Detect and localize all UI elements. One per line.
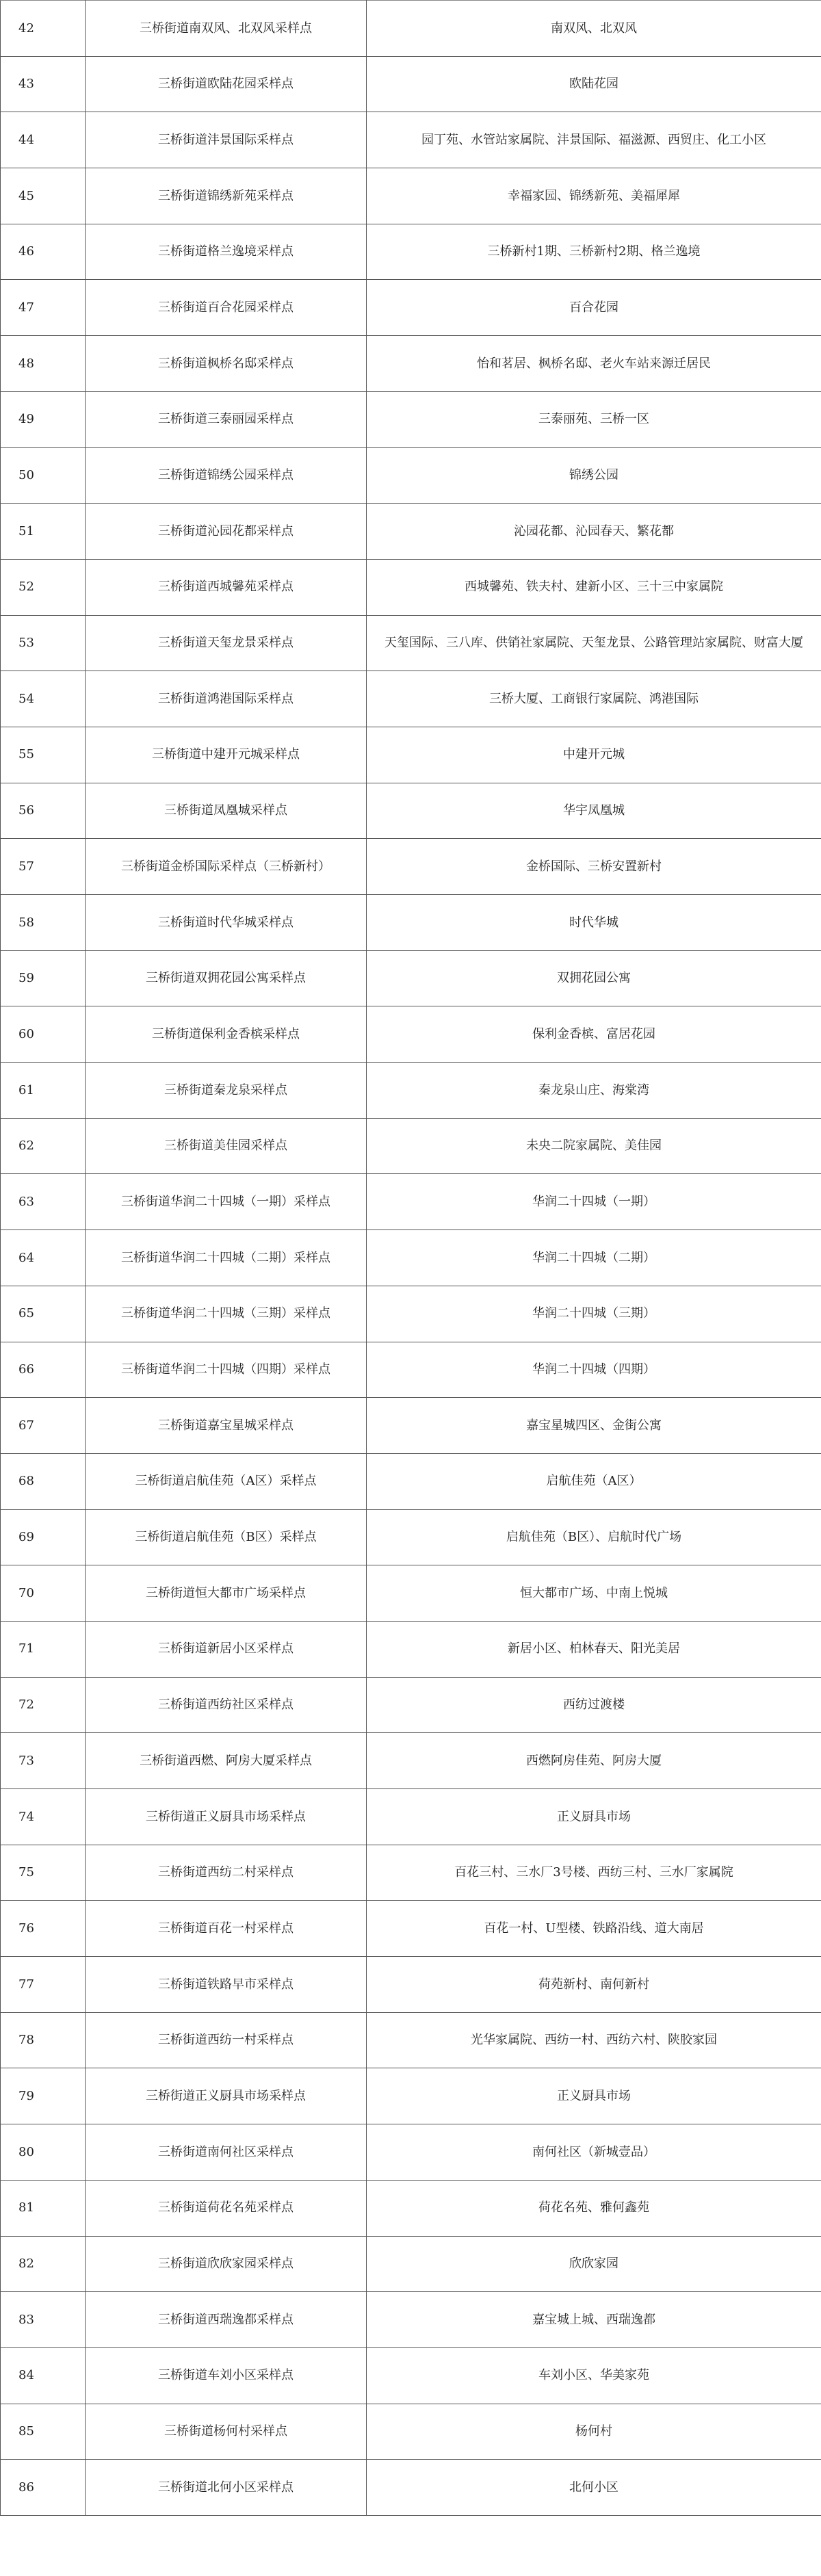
covered-communities: 秦龙泉山庄、海棠湾 — [367, 1063, 821, 1119]
sampling-point-name: 三桥街道南何社区采样点 — [86, 2124, 367, 2181]
covered-communities: 时代华城 — [367, 895, 821, 951]
row-number: 59 — [1, 950, 86, 1006]
table-row — [1, 1453, 821, 1509]
covered-communities: 欣欣家园 — [367, 2236, 821, 2292]
covered-communities: 保利金香槟、富居花园 — [367, 1006, 821, 1063]
row-number: 46 — [1, 224, 86, 280]
sampling-point-name: 三桥街道欣欣家园采样点 — [86, 2236, 367, 2292]
sampling-point-name: 三桥街道百合花园采样点 — [86, 280, 367, 336]
sampling-point-name: 三桥街道华润二十四城（一期）采样点 — [86, 1174, 367, 1230]
table-row — [1, 1286, 821, 1342]
row-number: 44 — [1, 112, 86, 168]
row-number: 75 — [1, 1845, 86, 1901]
table-row — [1, 280, 821, 336]
sampling-point-name: 三桥街道百花一村采样点 — [86, 1901, 367, 1957]
sampling-point-name: 三桥街道西瑞逸都采样点 — [86, 2292, 367, 2348]
sampling-point-name: 三桥街道西纺二村采样点 — [86, 1845, 367, 1901]
table-row — [1, 1006, 821, 1063]
table-row — [1, 2404, 821, 2460]
table-row — [1, 1957, 821, 2013]
row-number: 82 — [1, 2236, 86, 2292]
row-number: 66 — [1, 1342, 86, 1398]
covered-communities: 华润二十四城（四期） — [367, 1342, 821, 1398]
row-number: 58 — [1, 895, 86, 951]
sampling-point-name: 三桥街道锦绣新苑采样点 — [86, 168, 367, 224]
row-number: 72 — [1, 1677, 86, 1733]
sampling-point-name: 三桥街道车刘小区采样点 — [86, 2347, 367, 2404]
row-number: 73 — [1, 1733, 86, 1789]
table-row — [1, 224, 821, 280]
sampling-point-name: 三桥街道华润二十四城（四期）采样点 — [86, 1342, 367, 1398]
covered-communities: 未央二院家属院、美佳园 — [367, 1118, 821, 1174]
covered-communities: 新居小区、柏林春天、阳光美居 — [367, 1621, 821, 1677]
table-row — [1, 1733, 821, 1789]
row-number: 65 — [1, 1286, 86, 1342]
sampling-point-name: 三桥街道正义厨具市场采样点 — [86, 2068, 367, 2124]
sampling-point-name: 三桥街道鸿港国际采样点 — [86, 671, 367, 727]
table-row — [1, 1901, 821, 1957]
covered-communities: 园丁苑、水管站家属院、沣景国际、福滋源、西贸庄、化工小区 — [367, 112, 821, 168]
sampling-point-name: 三桥街道恒大都市广场采样点 — [86, 1565, 367, 1622]
covered-communities: 百花三村、三水厂3号楼、西纺三村、三水厂家属院 — [367, 1845, 821, 1901]
row-number: 47 — [1, 280, 86, 336]
table-row — [1, 1677, 821, 1733]
sampling-point-name: 三桥街道西纺社区采样点 — [86, 1677, 367, 1733]
covered-communities: 杨何村 — [367, 2404, 821, 2460]
covered-communities: 北何小区 — [367, 2460, 821, 2516]
row-number: 61 — [1, 1063, 86, 1119]
row-number: 50 — [1, 447, 86, 504]
sampling-point-name: 三桥街道天玺龙景采样点 — [86, 615, 367, 671]
table-row — [1, 783, 821, 839]
table-row — [1, 895, 821, 951]
table-body — [1, 1, 821, 2516]
sampling-point-name: 三桥街道荷花名苑采样点 — [86, 2180, 367, 2236]
row-number: 56 — [1, 783, 86, 839]
table-row — [1, 447, 821, 504]
covered-communities: 天玺国际、三八库、供销社家属院、天玺龙景、公路管理站家属院、财富大厦 — [367, 615, 821, 671]
covered-communities: 三桥大厦、工商银行家属院、鸿港国际 — [367, 671, 821, 727]
sampling-point-name: 三桥街道铁路早市采样点 — [86, 1957, 367, 2013]
table-row — [1, 2460, 821, 2516]
covered-communities: 车刘小区、华美家苑 — [367, 2347, 821, 2404]
sampling-point-name: 三桥街道启航佳苑（B区）采样点 — [86, 1509, 367, 1565]
row-number: 51 — [1, 504, 86, 560]
row-number: 74 — [1, 1789, 86, 1845]
table-row — [1, 1230, 821, 1286]
table-row — [1, 56, 821, 112]
sampling-point-name: 三桥街道华润二十四城（三期）采样点 — [86, 1286, 367, 1342]
sampling-point-name: 三桥街道三泰丽园采样点 — [86, 391, 367, 447]
row-number: 53 — [1, 615, 86, 671]
table-row — [1, 1398, 821, 1454]
sampling-point-name: 三桥街道沣景国际采样点 — [86, 112, 367, 168]
covered-communities: 启航佳苑（A区） — [367, 1453, 821, 1509]
table-row — [1, 1845, 821, 1901]
row-number: 64 — [1, 1230, 86, 1286]
sampling-point-name: 三桥街道西纺一村采样点 — [86, 2012, 367, 2068]
row-number: 54 — [1, 671, 86, 727]
table-row — [1, 2012, 821, 2068]
covered-communities: 光华家属院、西纺一村、西纺六村、陕胶家园 — [367, 2012, 821, 2068]
sampling-point-name: 三桥街道启航佳苑（A区）采样点 — [86, 1453, 367, 1509]
table-row — [1, 2124, 821, 2181]
covered-communities: 百花一村、U型楼、铁路沿线、道大南居 — [367, 1901, 821, 1957]
row-number: 86 — [1, 2460, 86, 2516]
row-number: 52 — [1, 559, 86, 615]
table-row — [1, 2347, 821, 2404]
covered-communities: 恒大都市广场、中南上悦城 — [367, 1565, 821, 1622]
covered-communities: 三泰丽苑、三桥一区 — [367, 391, 821, 447]
table-row — [1, 1, 821, 57]
covered-communities: 华润二十四城（一期） — [367, 1174, 821, 1230]
sampling-point-name: 三桥街道锦绣公园采样点 — [86, 447, 367, 504]
covered-communities: 华润二十四城（三期） — [367, 1286, 821, 1342]
row-number: 45 — [1, 168, 86, 224]
row-number: 43 — [1, 56, 86, 112]
sampling-point-name: 三桥街道北何小区采样点 — [86, 2460, 367, 2516]
row-number: 71 — [1, 1621, 86, 1677]
covered-communities: 南何社区（新城壹品） — [367, 2124, 821, 2181]
table-row — [1, 950, 821, 1006]
table-row — [1, 2292, 821, 2348]
sampling-point-name: 三桥街道西城馨苑采样点 — [86, 559, 367, 615]
sampling-point-name: 三桥街道西燃、阿房大厦采样点 — [86, 1733, 367, 1789]
covered-communities: 嘉宝城上城、西瑞逸都 — [367, 2292, 821, 2348]
covered-communities: 荷花名苑、雅何鑫苑 — [367, 2180, 821, 2236]
row-number: 83 — [1, 2292, 86, 2348]
covered-communities: 双拥花园公寓 — [367, 950, 821, 1006]
covered-communities: 西城馨苑、铁夫村、建新小区、三十三中家属院 — [367, 559, 821, 615]
sampling-point-name: 三桥街道美佳园采样点 — [86, 1118, 367, 1174]
table-row — [1, 1174, 821, 1230]
table-row — [1, 1509, 821, 1565]
covered-communities: 幸福家园、锦绣新苑、美福犀犀 — [367, 168, 821, 224]
row-number: 68 — [1, 1453, 86, 1509]
sampling-point-name: 三桥街道格兰逸境采样点 — [86, 224, 367, 280]
sampling-point-name: 三桥街道枫桥名邸采样点 — [86, 336, 367, 392]
table-row — [1, 671, 821, 727]
row-number: 55 — [1, 727, 86, 783]
row-number: 79 — [1, 2068, 86, 2124]
row-number: 76 — [1, 1901, 86, 1957]
table-row — [1, 839, 821, 895]
covered-communities: 华宇凤凰城 — [367, 783, 821, 839]
row-number: 80 — [1, 2124, 86, 2181]
covered-communities: 荷苑新村、南何新村 — [367, 1957, 821, 2013]
sampling-point-name: 三桥街道秦龙泉采样点 — [86, 1063, 367, 1119]
table-row — [1, 2068, 821, 2124]
sampling-point-name: 三桥街道凤凰城采样点 — [86, 783, 367, 839]
row-number: 85 — [1, 2404, 86, 2460]
covered-communities: 西燃阿房佳苑、阿房大厦 — [367, 1733, 821, 1789]
covered-communities: 怡和茗居、枫桥名邸、老火车站来源迁居民 — [367, 336, 821, 392]
sampling-point-name: 三桥街道保利金香槟采样点 — [86, 1006, 367, 1063]
row-number: 42 — [1, 1, 86, 57]
row-number: 70 — [1, 1565, 86, 1622]
covered-communities: 沁园花都、沁园春天、繁花都 — [367, 504, 821, 560]
covered-communities: 南双风、北双风 — [367, 1, 821, 57]
covered-communities: 华润二十四城（二期） — [367, 1230, 821, 1286]
table-row — [1, 504, 821, 560]
table-row — [1, 1621, 821, 1677]
sampling-point-name: 三桥街道时代华城采样点 — [86, 895, 367, 951]
covered-communities: 嘉宝星城四区、金街公寓 — [367, 1398, 821, 1454]
covered-communities: 百合花园 — [367, 280, 821, 336]
covered-communities: 金桥国际、三桥安置新村 — [367, 839, 821, 895]
sampling-point-name: 三桥街道正义厨具市场采样点 — [86, 1789, 367, 1845]
table-row — [1, 1789, 821, 1845]
table-row — [1, 1342, 821, 1398]
covered-communities: 中建开元城 — [367, 727, 821, 783]
table-row — [1, 1063, 821, 1119]
sampling-point-name: 三桥街道南双风、北双风采样点 — [86, 1, 367, 57]
row-number: 81 — [1, 2180, 86, 2236]
sampling-point-name: 三桥街道新居小区采样点 — [86, 1621, 367, 1677]
sampling-point-name: 三桥街道沁园花都采样点 — [86, 504, 367, 560]
covered-communities: 正义厨具市场 — [367, 1789, 821, 1845]
table-row — [1, 615, 821, 671]
sampling-point-name: 三桥街道杨何村采样点 — [86, 2404, 367, 2460]
sampling-point-name: 三桥街道金桥国际采样点（三桥新村） — [86, 839, 367, 895]
row-number: 78 — [1, 2012, 86, 2068]
row-number: 63 — [1, 1174, 86, 1230]
covered-communities: 西纺过渡楼 — [367, 1677, 821, 1733]
row-number: 62 — [1, 1118, 86, 1174]
row-number: 49 — [1, 391, 86, 447]
table-row — [1, 391, 821, 447]
table-row — [1, 559, 821, 615]
sampling-point-name: 三桥街道华润二十四城（二期）采样点 — [86, 1230, 367, 1286]
covered-communities: 锦绣公园 — [367, 447, 821, 504]
table-row — [1, 336, 821, 392]
table-row — [1, 112, 821, 168]
sampling-point-name: 三桥街道嘉宝星城采样点 — [86, 1398, 367, 1454]
row-number: 69 — [1, 1509, 86, 1565]
row-number: 67 — [1, 1398, 86, 1454]
row-number: 48 — [1, 336, 86, 392]
table-row — [1, 1118, 821, 1174]
table-row — [1, 727, 821, 783]
table-row — [1, 2236, 821, 2292]
covered-communities: 欧陆花园 — [367, 56, 821, 112]
table-row — [1, 2180, 821, 2236]
covered-communities: 三桥新村1期、三桥新村2期、格兰逸境 — [367, 224, 821, 280]
table-row — [1, 168, 821, 224]
row-number: 84 — [1, 2347, 86, 2404]
row-number: 77 — [1, 1957, 86, 2013]
sampling-point-name: 三桥街道中建开元城采样点 — [86, 727, 367, 783]
sampling-point-name: 三桥街道双拥花园公寓采样点 — [86, 950, 367, 1006]
covered-communities: 正义厨具市场 — [367, 2068, 821, 2124]
table-row — [1, 1565, 821, 1622]
covered-communities: 启航佳苑（B区）、启航时代广场 — [367, 1509, 821, 1565]
row-number: 60 — [1, 1006, 86, 1063]
sampling-point-name: 三桥街道欧陆花园采样点 — [86, 56, 367, 112]
row-number: 57 — [1, 839, 86, 895]
